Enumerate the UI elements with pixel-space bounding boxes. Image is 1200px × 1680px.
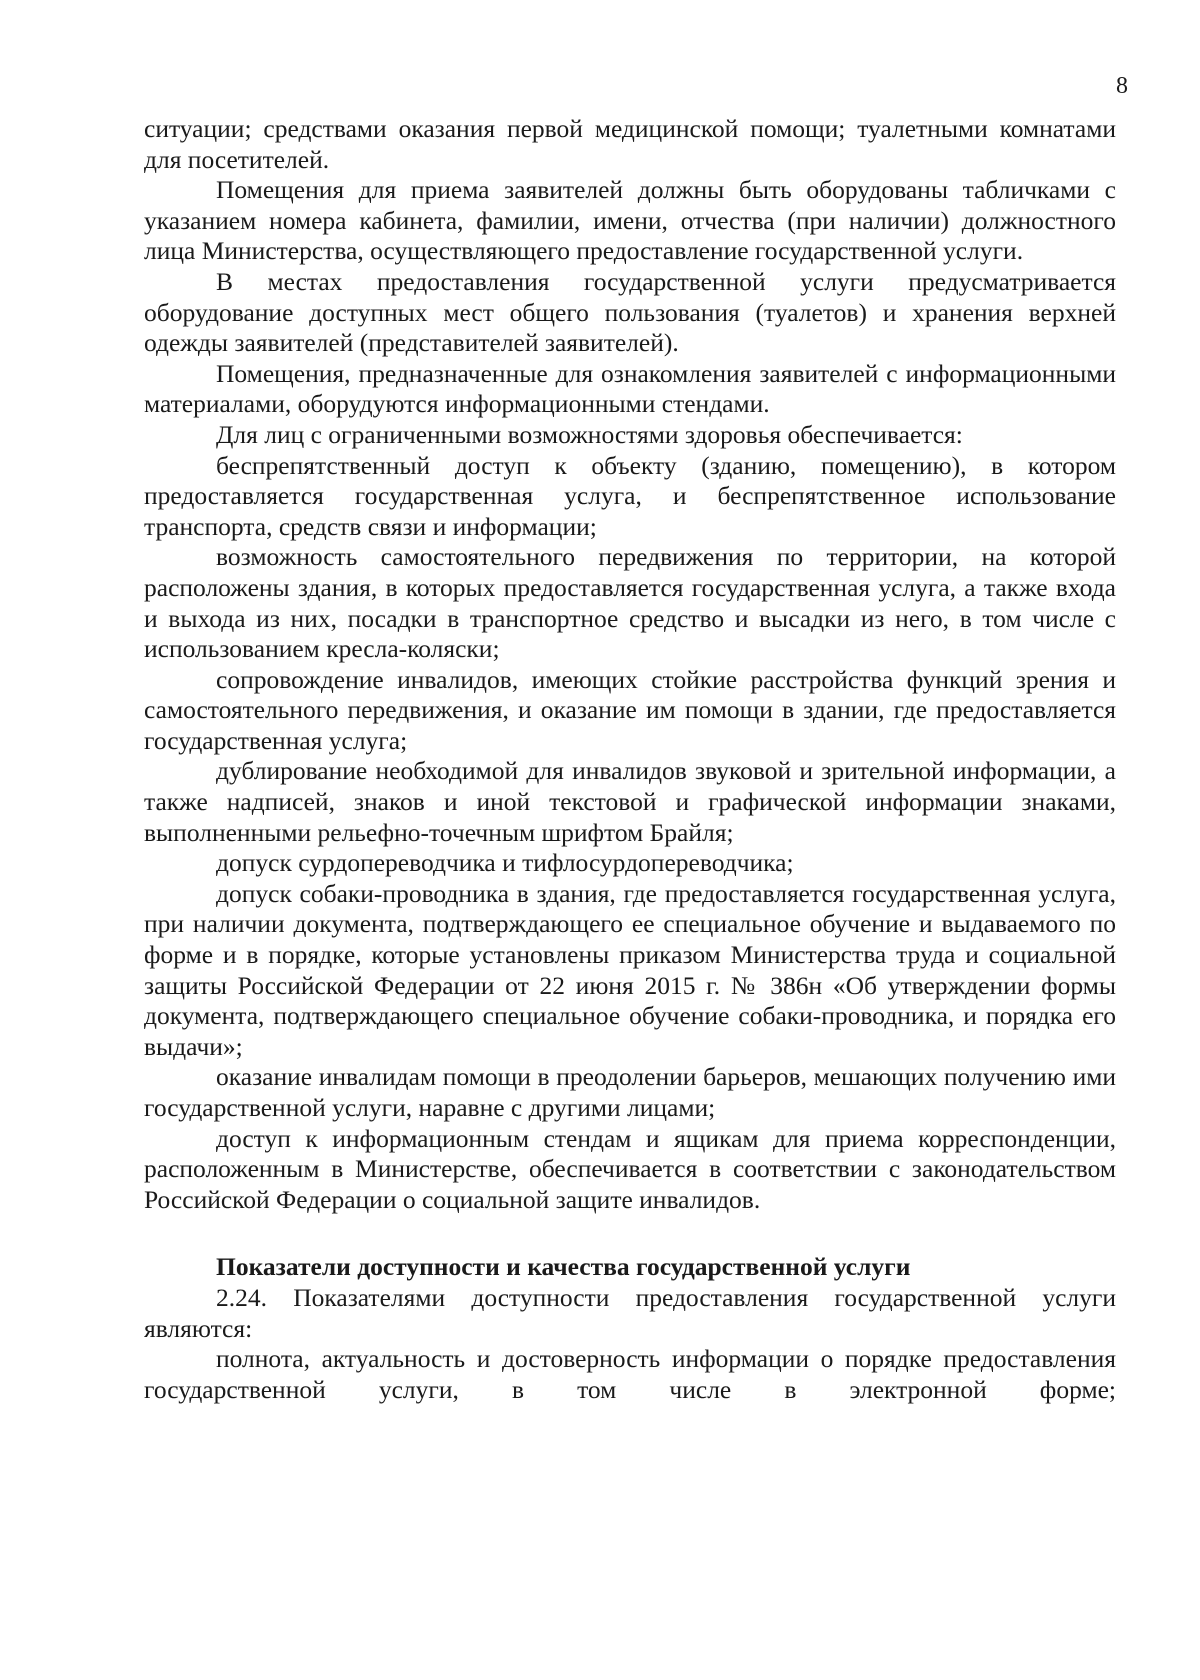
paragraph: Помещения для приема заявителей должны быть оборудованы табличками с указанием номера кабинета, фамилии, имени, отчества (при наличии) должностного лица Министерства, осуществляющего предоставление государственной услуги. bbox=[144, 175, 1116, 266]
paragraph: В местах предоставления государственной услуги предусматривается оборудование доступных мест общего пользования (туалетов) и хранения верхней одежды заявителей (представителей заявителей). bbox=[144, 266, 1116, 358]
paragraph: 2.24. Показателями доступности предоставления государственной услуги являются: bbox=[144, 1282, 1116, 1343]
paragraph: полнота, актуальность и достоверность информации о порядке предоставления государственной услуги, в том числе в электронной форме; bbox=[144, 1344, 1116, 1404]
paragraph: сопровождение инвалидов, имеющих стойкие расстройства функций зрения и самостоятельного передвижения, и оказание им помощи в здании, где предоставляется государственная услуга; bbox=[144, 664, 1116, 755]
document-body bbox=[144, 114, 1116, 1405]
paragraph: дублирование необходимой для инвалидов звуковой и зрительной информации, а также надписей, знаков и иной текстовой и графической информации знаками, выполненными рельефно-точечным шрифтом Брайля; bbox=[144, 756, 1116, 847]
paragraph: Для лиц с ограниченными возможностями здоровья обеспечивается: bbox=[216, 419, 963, 449]
section-heading: Показатели доступности и качества государственной услуги bbox=[216, 1252, 911, 1282]
paragraph: допуск собаки-проводника в здания, где предоставляется государственная услуга, при наличии документа, подтверждающего ее специальное обучение и выдаваемого по форме и в порядке, которые установлены приказом Министерства труда и социальной защиты Российской Федерации от 22 июня 2015 г. № 386н «Об утверждении формы документа, подтверждающего специальное обучение собаки-проводника, и порядка его выдачи»; bbox=[144, 878, 1116, 1061]
paragraph: ситуации; средствами оказания первой медицинской помощи; туалетными комнатами для посетителей. bbox=[144, 114, 1116, 174]
paragraph: доступ к информационным стендам и ящикам для приема корреспонденции, расположенным в Министерстве, обеспечивается в соответствии с законодательством Российской Федерации о социальной защите инвалидов. bbox=[144, 1123, 1116, 1214]
paragraph: беспрепятственный доступ к объекту (зданию, помещению), в котором предоставляется государственная услуга, и беспрепятственное использование транспорта, средств связи и информации; bbox=[144, 450, 1116, 541]
paragraph: допуск сурдопереводчика и тифлосурдопереводчика; bbox=[216, 848, 794, 878]
page-number: 8 bbox=[1116, 73, 1128, 99]
paragraph: оказание инвалидам помощи в преодолении барьеров, мешающих получению ими государственной услуги, наравне с другими лицами; bbox=[144, 1062, 1116, 1122]
paragraph: Помещения, предназначенные для ознакомления заявителей с информационными материалами, оборудуются информационными стендами. bbox=[144, 358, 1116, 419]
paragraph: возможность самостоятельного передвижения по территории, на которой расположены здания, в которых предоставляется государственная услуга, а также входа и выхода из них, посадки в транспортное средство и высадки из него, в том числе с использованием кресла-коляски; bbox=[144, 542, 1116, 664]
section-spacer bbox=[144, 1215, 1116, 1252]
